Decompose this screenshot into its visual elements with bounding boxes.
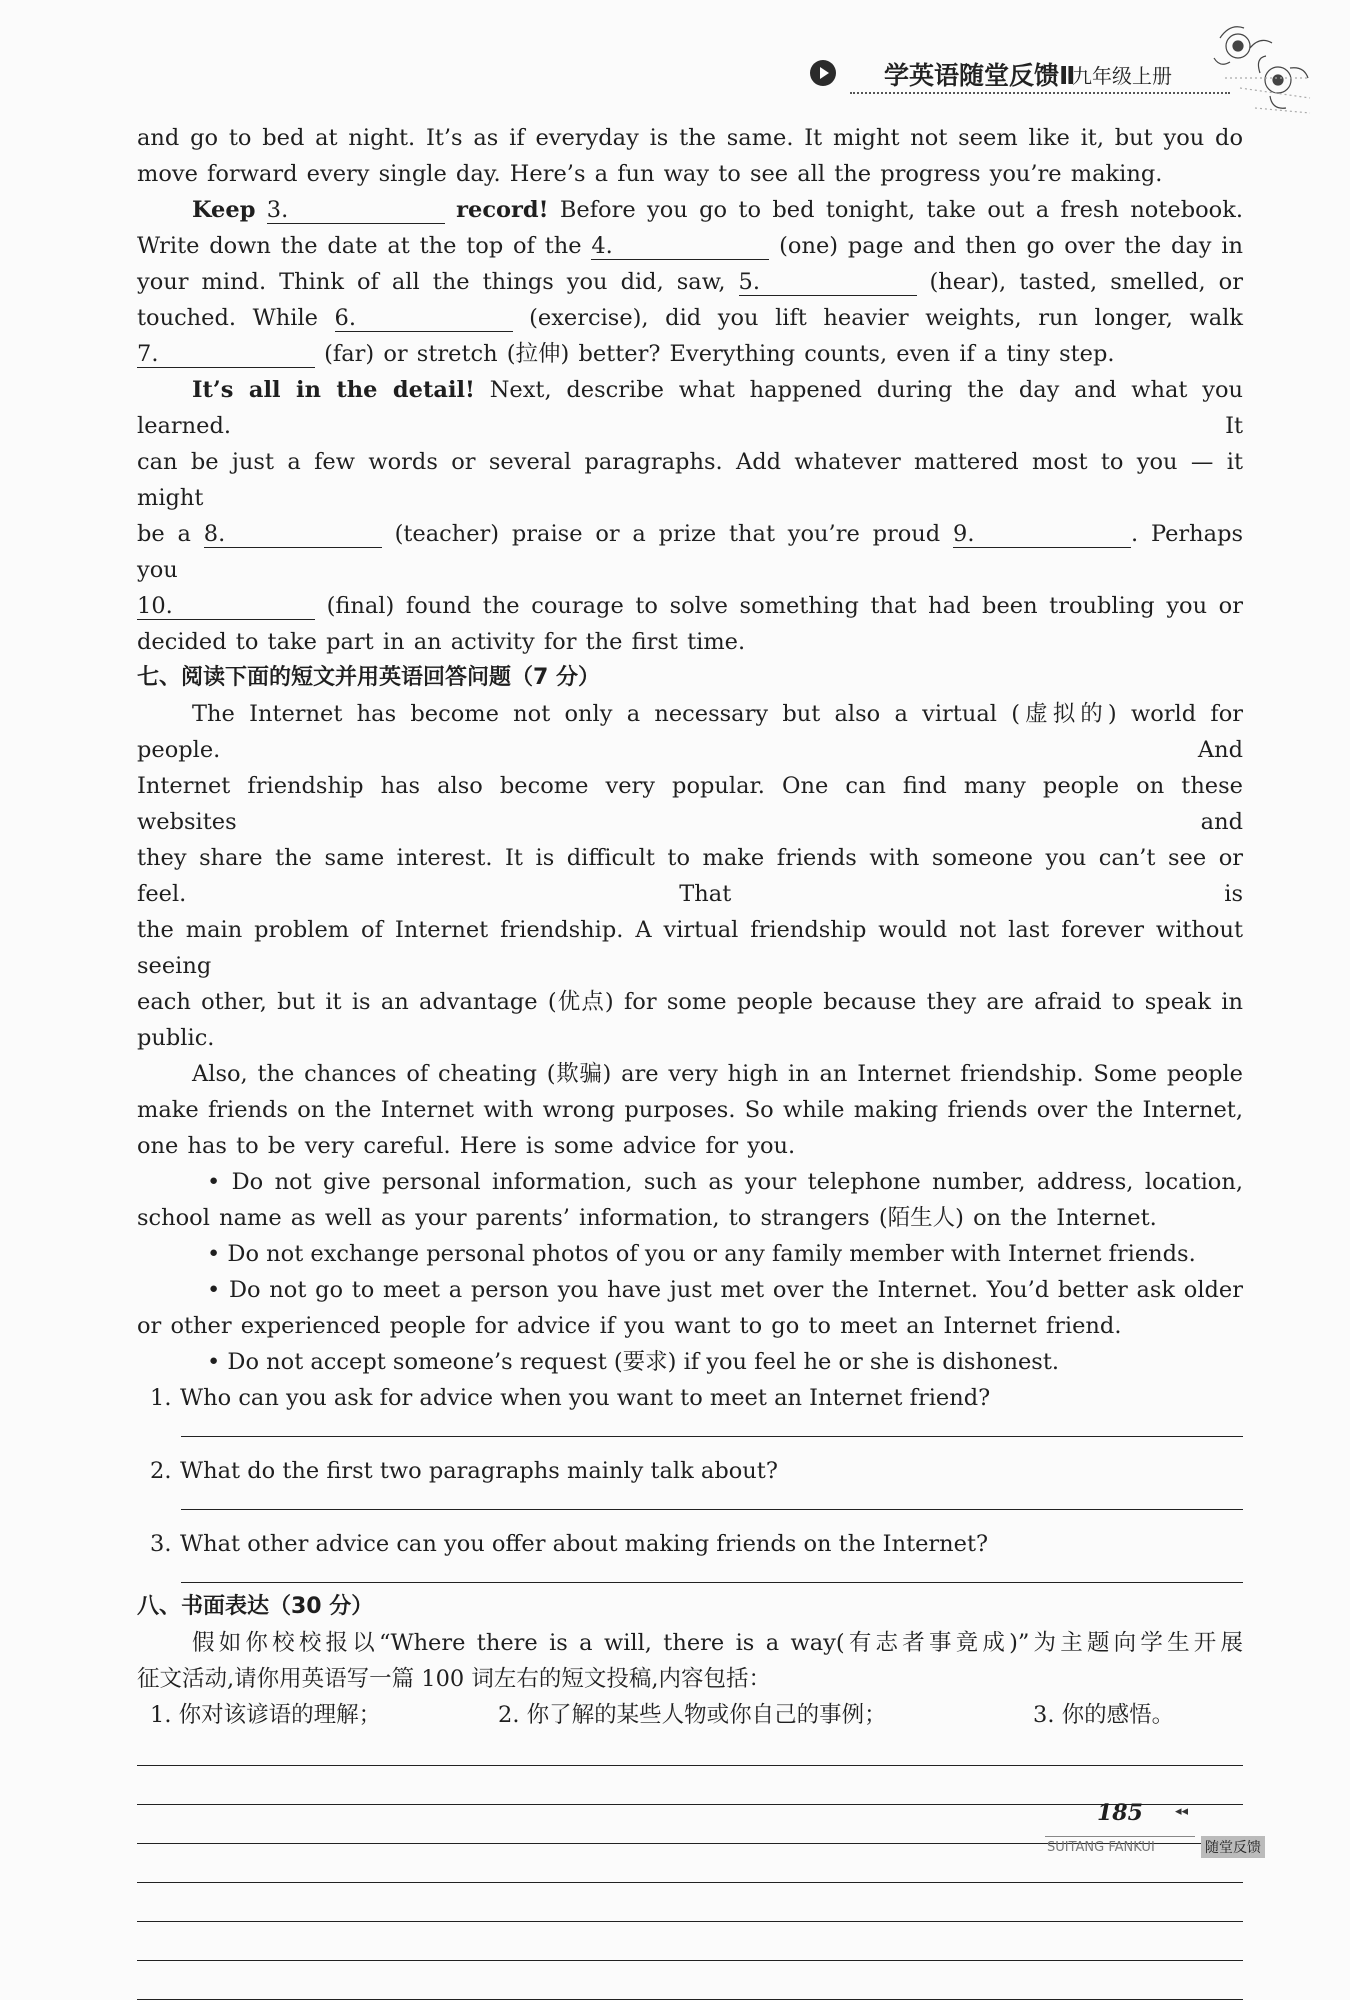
text-line: The Internet has become not only a necessary but also a virtual (虚拟的) world for people. And xyxy=(137,701,1243,763)
text-span: be a xyxy=(137,521,204,547)
text-line: Internet friendship has also become very popular. One can find many people on these websites and xyxy=(137,773,1243,835)
text-line: they share the same interest. It is difficult to make friends with someone you can’t see or feel. That is xyxy=(137,845,1243,907)
text-line xyxy=(137,588,1243,624)
text-line: school name as well as your parents’ information, to strangers (陌生人) on the Internet. xyxy=(137,1205,1157,1231)
text-span: touched. While xyxy=(137,305,335,331)
question-2 xyxy=(137,1453,1243,1489)
text-line xyxy=(137,228,1243,264)
text-span: (teacher) praise or a prize that you’re proud xyxy=(381,521,953,547)
text-line xyxy=(137,336,1243,372)
answer-line-2[interactable] xyxy=(181,1489,1243,1510)
text-line: move forward every single day. Here’s a fun way to see all the progress you’re making. xyxy=(137,161,1163,187)
text-span: Write down the date at the top of the xyxy=(137,233,592,259)
requirement-1: 1. 你对该谚语的理解； xyxy=(150,1702,382,1728)
text-span: Before you go to bed tonight, take out a fresh notebook. xyxy=(548,197,1243,223)
blank-8[interactable]: 8. xyxy=(204,521,382,548)
page-content xyxy=(137,120,1243,2000)
question-text: What other advice can you offer about making friends on the Internet? xyxy=(180,1531,989,1557)
text-line xyxy=(137,264,1243,300)
text-line xyxy=(137,516,1243,588)
text-line: the main problem of Internet friendship. A virtual friendship would not last forever without seeing xyxy=(137,917,1243,979)
page-number: 185 xyxy=(1097,1800,1143,1826)
blank-4[interactable]: 4. xyxy=(591,233,769,260)
blank-5[interactable]: 5. xyxy=(739,269,917,296)
requirement-3: 3. 你的感悟。 xyxy=(1033,1702,1175,1728)
advice-bullet: • Do not exchange personal photos of you or any family member with Internet friends. xyxy=(207,1241,1196,1267)
play-icon xyxy=(810,60,836,86)
advice-bullet: • Do not accept someone’s request (要求) if you feel he or she is dishonest. xyxy=(207,1349,1060,1375)
grade-label: 九年级上册 xyxy=(1072,64,1172,88)
footer-rule xyxy=(1045,1836,1195,1837)
text-line: and go to bed at night. It’s as if everyday is the same. It might not seem like it, but you do xyxy=(137,125,1243,151)
question-1 xyxy=(137,1380,1243,1416)
flower-decoration-icon xyxy=(1200,18,1320,118)
text-span: (hear), tasted, smelled, or xyxy=(916,269,1243,295)
writing-line[interactable] xyxy=(137,1961,1243,2000)
writing-prompt: 假如你校校报以“Where there is a will, there is a way(有志者事竟成)”为主题向学生开展 xyxy=(192,1630,1243,1656)
text-span: Next, describe what happened during the day and what you learned. It xyxy=(137,377,1244,439)
question-3 xyxy=(137,1526,1243,1562)
page-footer xyxy=(1045,1800,1285,1860)
text-line: can be just a few words or several paragraphs. Add whatever mattered most to you — it might xyxy=(137,449,1243,511)
text-line: one has to be very careful. Here is some advice for you. xyxy=(137,1133,796,1159)
blank-9[interactable]: 9. xyxy=(953,521,1131,548)
question-text: What do the first two paragraphs mainly talk about? xyxy=(180,1458,778,1484)
text-span: (far) or stretch (拉伸) better? Everything counts, even if a tiny step. xyxy=(315,341,1115,367)
text-line: or other experienced people for advice if you want to go to meet an Internet friend. xyxy=(137,1313,1122,1339)
keep-label: Keep xyxy=(192,197,256,223)
question-number: 2. xyxy=(150,1458,172,1484)
question-number: 1. xyxy=(150,1385,172,1411)
book-title: 学英语随堂反馈Ⅱ xyxy=(884,61,1076,90)
question-number: 3. xyxy=(150,1531,172,1557)
paragraph-keep-record xyxy=(137,192,1243,228)
blank-6[interactable]: 6. xyxy=(335,305,513,332)
text-span: your mind. Think of all the things you did, saw, xyxy=(137,269,739,295)
requirement-2: 2. 你了解的某些人物或你自己的事例； xyxy=(498,1702,887,1728)
footer-brand-en: SUITANG FANKUI xyxy=(1047,1840,1155,1855)
text-span: (exercise), did you lift heavier weights, run longer, walk xyxy=(512,305,1244,331)
paragraph-detail xyxy=(137,372,1243,444)
text-line: make friends on the Internet with wrong purposes. So while making friends over the Internet, xyxy=(137,1097,1243,1123)
text-span: . Perhaps you xyxy=(137,521,1244,583)
writing-prompt: 征文活动,请你用英语写一篇 100 词左右的短文投稿,内容包括： xyxy=(137,1666,772,1692)
page-header xyxy=(810,54,1230,94)
text-line: each other, but it is an advantage (优点) for some people because they are afraid to speak in public. xyxy=(137,989,1243,1051)
blank-7[interactable]: 7. xyxy=(137,341,315,368)
blank-3[interactable]: 3. xyxy=(267,197,445,224)
footer-brand-cn: 随堂反馈 xyxy=(1201,1836,1265,1858)
record-label: record! xyxy=(456,197,549,223)
header-dotted-rule xyxy=(850,92,1230,94)
writing-requirements xyxy=(137,1697,1243,1733)
writing-area[interactable] xyxy=(137,1727,1243,2000)
writing-line[interactable] xyxy=(137,1883,1243,1922)
section-8-title: 八、书面表达（30 分） xyxy=(137,1594,374,1619)
blank-10[interactable]: 10. xyxy=(137,593,315,620)
text-line xyxy=(137,300,1243,336)
text-line: decided to take part in an activity for the first time. xyxy=(137,629,746,655)
double-arrow-icon: ◂◂ xyxy=(1175,1804,1189,1819)
section-7-title: 七、阅读下面的短文并用英语回答问题（7 分） xyxy=(137,665,600,690)
writing-line[interactable] xyxy=(137,1922,1243,1961)
answer-line-1[interactable] xyxy=(181,1416,1243,1437)
answer-line-3[interactable] xyxy=(181,1562,1243,1583)
detail-heading: It’s all in the detail! xyxy=(192,377,475,403)
question-text: Who can you ask for advice when you want to meet an Internet friend? xyxy=(180,1385,991,1411)
text-span: (one) page and then go over the day in xyxy=(769,233,1243,259)
text-span: (final) found the courage to solve something that had been troubling you or xyxy=(315,593,1243,619)
advice-bullet: • Do not give personal information, such as your telephone number, address, location, xyxy=(207,1169,1243,1195)
advice-bullet: • Do not go to meet a person you have just met over the Internet. You’d better ask older xyxy=(207,1277,1243,1303)
text-line: Also, the chances of cheating (欺骗) are very high in an Internet friendship. Some people xyxy=(192,1061,1243,1087)
